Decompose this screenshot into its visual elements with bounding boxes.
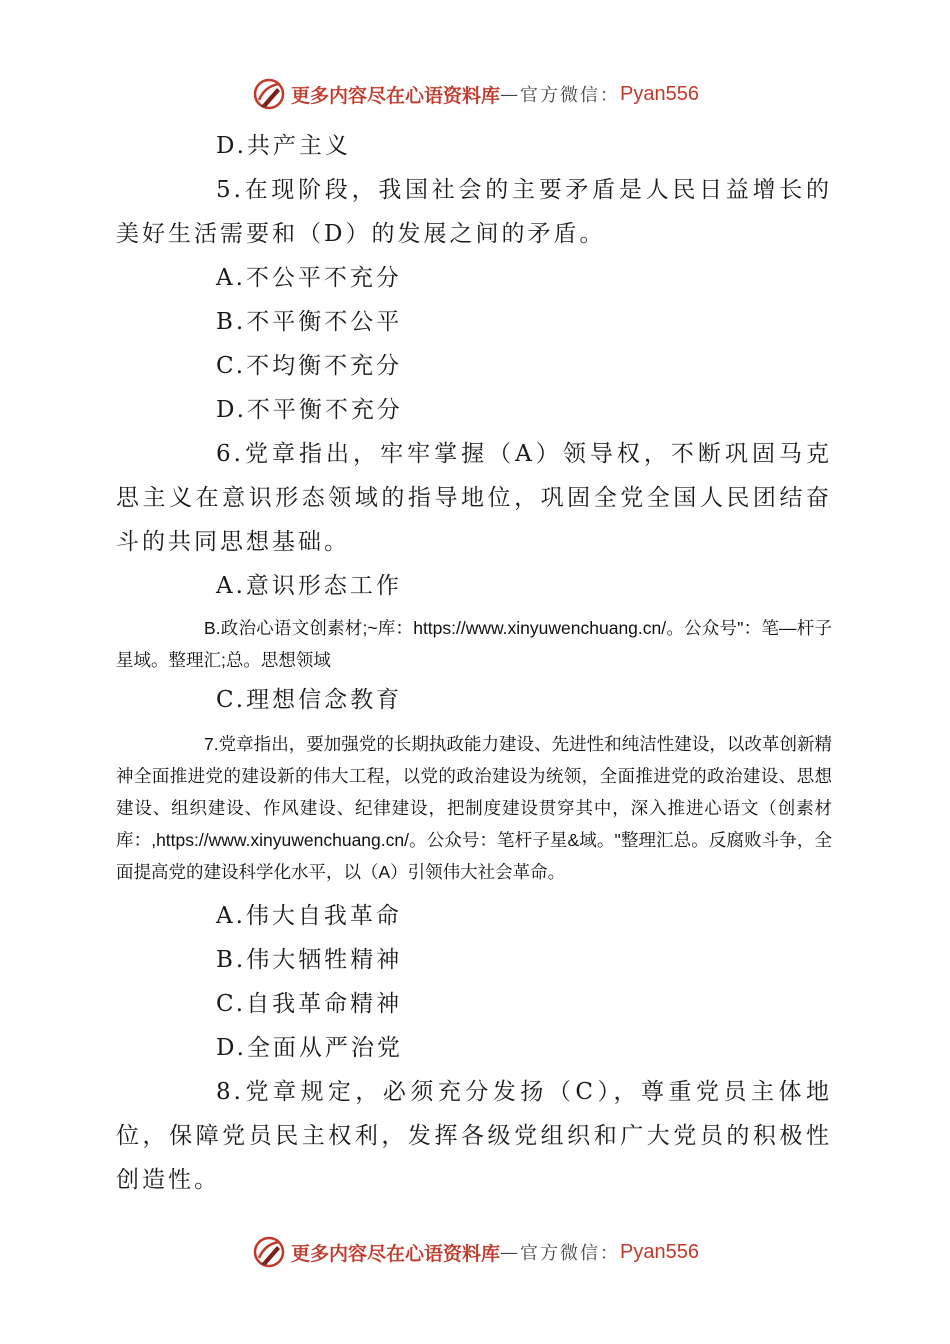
banner-separator: — — [500, 83, 521, 105]
q6-option-b: B.政治心语文创素材;~库：https://www.xinyuwenchuang.cn/。公众号"：笔—杆子星域。整理汇;总。思想领域 — [116, 618, 832, 670]
q5-option-d: D.不平衡不充分 — [216, 397, 403, 423]
q7-option-a: A.伟大自我革命 — [216, 903, 402, 929]
banner-separator: — — [500, 1241, 521, 1263]
pen-logo-icon — [251, 1234, 287, 1270]
q5-option-c: C.不均衡不充分 — [216, 353, 403, 379]
banner-wechat-id: Pyan556 — [620, 82, 699, 105]
q5-stem: 5.在现阶段，我国社会的主要矛盾是人民日益增长的美好生活需要和（D）的发展之间的矛盾。 — [116, 177, 832, 247]
banner-wechat-label: 官方微信： — [520, 85, 621, 106]
banner-brand-text: 更多内容尽在心语资料库 — [291, 1242, 501, 1265]
footer-banner — [0, 1232, 950, 1272]
q7-stem: 7.党章指出，要加强党的长期执政能力建设、先进性和纯洁性建设，以改革创新精神全面推进党的建设新的伟大工程，以党的政治建设为统领，全面推进党的政治建设、思想建设、组织建设、作风建设、纪律建设，把制度建设贯穿其中，深入推进心语文（创素材库：,https://www.xinyuwenchuang.cn/。公众号：笔杆子星&域。"整理汇总。反腐败斗争，全面提高党的建设科学化水平，以（A）引领伟大社会革命。 — [116, 734, 832, 882]
q7-option-b: B.伟大牺牲精神 — [216, 947, 403, 973]
q6-option-a: A.意识形态工作 — [216, 573, 402, 599]
document-body — [116, 124, 832, 1202]
banner-brand-text: 更多内容尽在心语资料库 — [291, 84, 501, 107]
q6-option-c: C.理想信念教育 — [216, 687, 403, 713]
q6-stem: 6.党章指出，牢牢掌握（A）领导权，不断巩固马克思主义在意识形态领域的指导地位，巩固全党全国人民团结奋斗的共同思想基础。 — [116, 441, 832, 555]
q4-option-d: D.共产主义 — [216, 133, 351, 159]
q5-option-b: B.不平衡不公平 — [216, 309, 403, 335]
banner-wechat-label: 官方微信： — [520, 1243, 621, 1264]
pen-logo-icon — [251, 76, 287, 112]
q7-option-d: D.全面从严治党 — [216, 1035, 403, 1061]
q7-option-c: C.自我革命精神 — [216, 991, 403, 1017]
q8-stem: 8.党章规定，必须充分发扬（C），尊重党员主体地位，保障党员民主权利，发挥各级党组织和广大党员的积极性创造性。 — [116, 1079, 832, 1193]
banner-wechat-id: Pyan556 — [620, 1240, 699, 1263]
q5-option-a: A.不公平不充分 — [216, 265, 402, 291]
header-banner — [0, 74, 950, 114]
